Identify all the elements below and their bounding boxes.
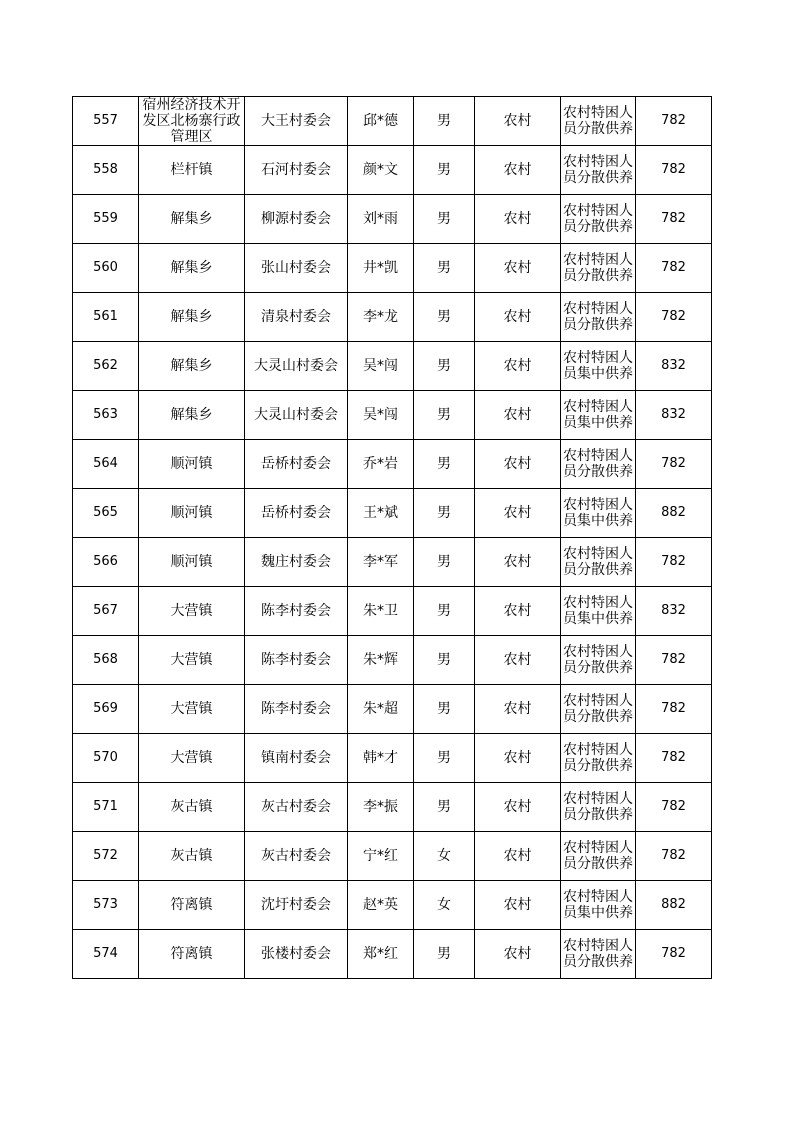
cell-sex: 男 [414,538,475,587]
cell-amount: 782 [636,636,712,685]
cell-sex: 女 [414,881,475,930]
cell-township: 栏杆镇 [139,146,245,195]
cell-serial-number: 564 [73,440,139,489]
cell-township: 宿州经济技术开发区北杨寨行政管理区 [139,97,245,146]
cell-area: 农村 [475,195,561,244]
table-row [73,734,712,783]
cell-sex: 男 [414,783,475,832]
cell-village: 大灵山村委会 [245,342,348,391]
cell-serial-number: 569 [73,685,139,734]
cell-township: 解集乡 [139,342,245,391]
cell-township: 大营镇 [139,685,245,734]
cell-serial-number: 565 [73,489,139,538]
cell-name: 李*龙 [348,293,414,342]
cell-sex: 男 [414,587,475,636]
cell-township: 灰古镇 [139,832,245,881]
cell-amount: 782 [636,734,712,783]
cell-township: 顺河镇 [139,538,245,587]
cell-area: 农村 [475,587,561,636]
cell-name: 乔*岩 [348,440,414,489]
cell-sex: 男 [414,244,475,293]
cell-village: 石河村委会 [245,146,348,195]
cell-amount: 782 [636,440,712,489]
cell-amount: 782 [636,538,712,587]
cell-name: 朱*超 [348,685,414,734]
cell-name: 李*军 [348,538,414,587]
cell-serial-number: 574 [73,930,139,979]
cell-serial-number: 560 [73,244,139,293]
cell-amount: 782 [636,930,712,979]
cell-name: 邱*德 [348,97,414,146]
table-row [73,342,712,391]
cell-village: 魏庄村委会 [245,538,348,587]
cell-amount: 782 [636,146,712,195]
cell-support-type: 农村特困人员分散供养 [561,97,636,146]
cell-township: 大营镇 [139,636,245,685]
table-row [73,489,712,538]
cell-name: 朱*卫 [348,587,414,636]
cell-area: 农村 [475,342,561,391]
table-row [73,685,712,734]
cell-support-type: 农村特困人员分散供养 [561,636,636,685]
table-row [73,636,712,685]
cell-support-type: 农村特困人员分散供养 [561,244,636,293]
table-row [73,783,712,832]
cell-township: 解集乡 [139,293,245,342]
table-row [73,881,712,930]
cell-village: 陈李村委会 [245,636,348,685]
cell-area: 农村 [475,734,561,783]
cell-support-type: 农村特困人员集中供养 [561,391,636,440]
cell-name: 郑*红 [348,930,414,979]
cell-sex: 男 [414,293,475,342]
cell-area: 农村 [475,930,561,979]
table-row [73,195,712,244]
cell-area: 农村 [475,146,561,195]
cell-name: 颜*文 [348,146,414,195]
cell-name: 吴*闯 [348,342,414,391]
cell-amount: 832 [636,391,712,440]
cell-serial-number: 568 [73,636,139,685]
cell-name: 宁*红 [348,832,414,881]
cell-area: 农村 [475,832,561,881]
cell-township: 解集乡 [139,391,245,440]
relief-recipient-table [72,96,712,979]
cell-amount: 782 [636,832,712,881]
cell-support-type: 农村特困人员分散供养 [561,685,636,734]
cell-support-type: 农村特困人员集中供养 [561,342,636,391]
cell-amount: 882 [636,881,712,930]
cell-amount: 782 [636,293,712,342]
cell-area: 农村 [475,881,561,930]
cell-serial-number: 571 [73,783,139,832]
cell-area: 农村 [475,391,561,440]
cell-sex: 男 [414,97,475,146]
cell-sex: 男 [414,930,475,979]
cell-township: 符离镇 [139,881,245,930]
table-body [73,97,712,979]
cell-sex: 男 [414,342,475,391]
cell-support-type: 农村特困人员分散供养 [561,146,636,195]
cell-sex: 男 [414,734,475,783]
cell-support-type: 农村特困人员分散供养 [561,832,636,881]
cell-serial-number: 573 [73,881,139,930]
cell-support-type: 农村特困人员集中供养 [561,489,636,538]
cell-township: 顺河镇 [139,440,245,489]
cell-township: 灰古镇 [139,783,245,832]
cell-area: 农村 [475,538,561,587]
cell-serial-number: 557 [73,97,139,146]
cell-support-type: 农村特困人员分散供养 [561,440,636,489]
table-row [73,440,712,489]
cell-amount: 832 [636,587,712,636]
cell-name: 王*斌 [348,489,414,538]
cell-sex: 男 [414,440,475,489]
cell-village: 沈圩村委会 [245,881,348,930]
cell-village: 岳桥村委会 [245,489,348,538]
cell-village: 张山村委会 [245,244,348,293]
cell-serial-number: 567 [73,587,139,636]
cell-township: 大营镇 [139,734,245,783]
cell-township: 解集乡 [139,244,245,293]
cell-support-type: 农村特困人员分散供养 [561,930,636,979]
cell-support-type: 农村特困人员分散供养 [561,783,636,832]
cell-support-type: 农村特困人员分散供养 [561,195,636,244]
cell-village: 陈李村委会 [245,587,348,636]
table-row [73,832,712,881]
cell-amount: 782 [636,195,712,244]
table-row [73,587,712,636]
cell-township: 顺河镇 [139,489,245,538]
cell-support-type: 农村特困人员分散供养 [561,293,636,342]
cell-support-type: 农村特困人员集中供养 [561,881,636,930]
cell-sex: 男 [414,685,475,734]
cell-sex: 男 [414,195,475,244]
cell-township: 解集乡 [139,195,245,244]
cell-name: 韩*才 [348,734,414,783]
cell-serial-number: 572 [73,832,139,881]
cell-amount: 882 [636,489,712,538]
cell-area: 农村 [475,244,561,293]
cell-name: 井*凯 [348,244,414,293]
cell-township: 大营镇 [139,587,245,636]
cell-support-type: 农村特困人员分散供养 [561,538,636,587]
cell-serial-number: 561 [73,293,139,342]
cell-serial-number: 563 [73,391,139,440]
cell-amount: 782 [636,685,712,734]
cell-area: 农村 [475,685,561,734]
cell-area: 农村 [475,783,561,832]
cell-support-type: 农村特困人员分散供养 [561,734,636,783]
table-row [73,538,712,587]
cell-sex: 男 [414,146,475,195]
cell-township: 符离镇 [139,930,245,979]
cell-area: 农村 [475,293,561,342]
cell-amount: 832 [636,342,712,391]
cell-sex: 男 [414,391,475,440]
cell-village: 大灵山村委会 [245,391,348,440]
table-row [73,97,712,146]
cell-support-type: 农村特困人员集中供养 [561,587,636,636]
cell-village: 张楼村委会 [245,930,348,979]
cell-village: 岳桥村委会 [245,440,348,489]
cell-area: 农村 [475,489,561,538]
cell-serial-number: 570 [73,734,139,783]
cell-village: 柳源村委会 [245,195,348,244]
table-row [73,930,712,979]
cell-village: 大王村委会 [245,97,348,146]
cell-sex: 男 [414,489,475,538]
cell-name: 刘*雨 [348,195,414,244]
cell-sex: 女 [414,832,475,881]
cell-village: 清泉村委会 [245,293,348,342]
cell-village: 灰古村委会 [245,783,348,832]
cell-area: 农村 [475,440,561,489]
cell-area: 农村 [475,636,561,685]
table-row [73,391,712,440]
table-row [73,146,712,195]
cell-amount: 782 [636,97,712,146]
cell-name: 李*振 [348,783,414,832]
cell-amount: 782 [636,244,712,293]
cell-name: 赵*英 [348,881,414,930]
cell-sex: 男 [414,636,475,685]
table-row [73,244,712,293]
cell-village: 灰古村委会 [245,832,348,881]
cell-amount: 782 [636,783,712,832]
cell-serial-number: 566 [73,538,139,587]
cell-area: 农村 [475,97,561,146]
cell-village: 陈李村委会 [245,685,348,734]
cell-serial-number: 559 [73,195,139,244]
cell-village: 镇南村委会 [245,734,348,783]
cell-serial-number: 562 [73,342,139,391]
cell-name: 吴*闯 [348,391,414,440]
cell-name: 朱*辉 [348,636,414,685]
cell-serial-number: 558 [73,146,139,195]
table-row [73,293,712,342]
